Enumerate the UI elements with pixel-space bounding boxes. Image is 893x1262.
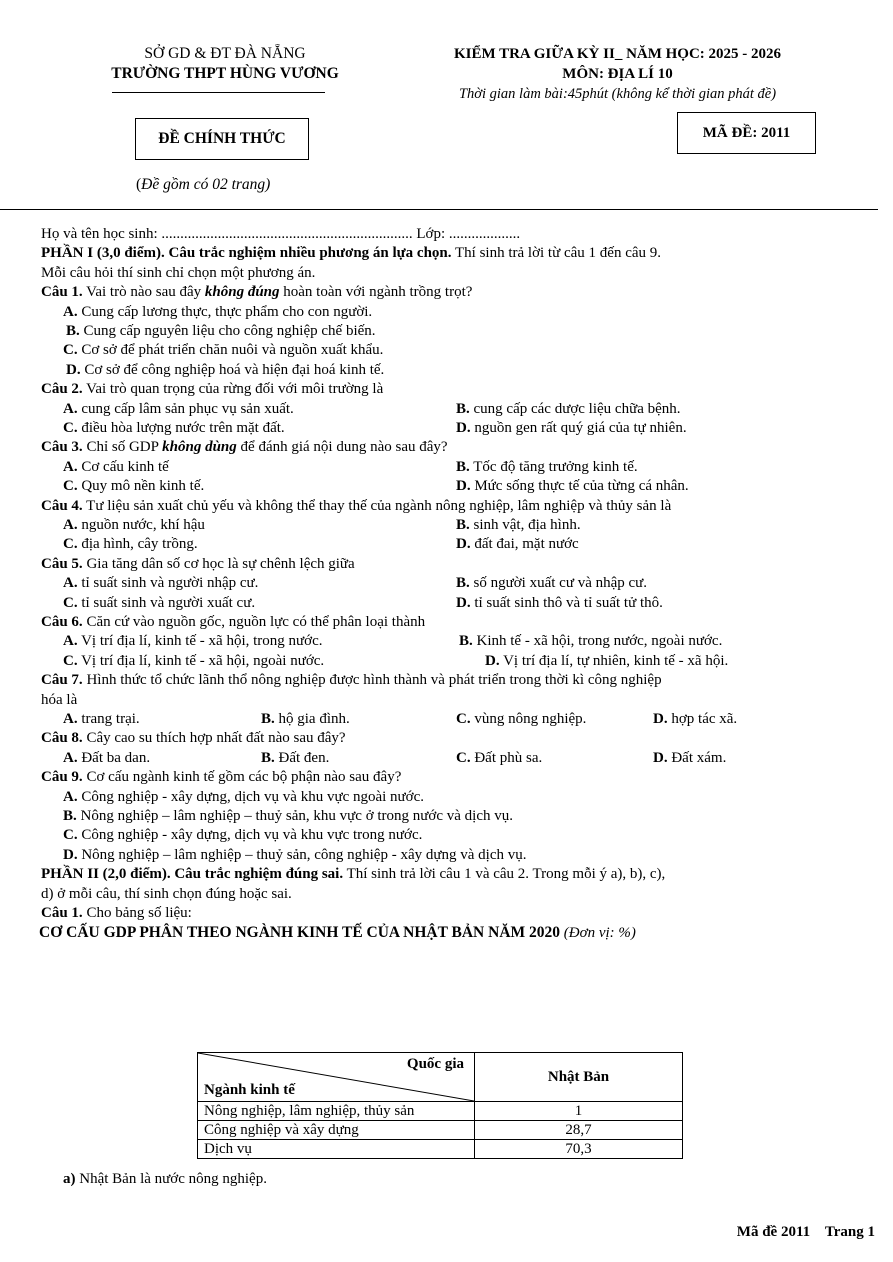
q8-option-d: D. Đất xám. (653, 749, 727, 766)
department-name: SỞ GD & ĐT ĐÀ NẴNG (144, 45, 306, 62)
q1-option-d: D. Cơ sở để công nghiệp hoá và hiện đại hoá kinh tế. (66, 361, 385, 378)
table-header-row (198, 1053, 683, 1102)
corner-label-country: Quốc gia (406, 1056, 464, 1072)
sector-cell: Dịch vụ (198, 1140, 475, 1159)
table-corner-cell (198, 1053, 475, 1102)
question-1: Câu 1. Vai trò nào sau đây không đúng hoàn toàn với ngành trồng trọt? (41, 284, 473, 301)
q7-option-d: D. hợp tác xã. (653, 711, 738, 727)
question-5: Câu 5. Gia tăng dân số cơ học là sự chênh lệch giữa (41, 555, 355, 572)
page-footer: Mã đề 2011 Trang 1 (736, 1224, 875, 1240)
pages-note-text: Đề gồm có 02 trang) (141, 176, 271, 193)
part1-instruction: Mỗi câu hỏi thí sinh chỉ chọn một phương án. (41, 264, 316, 281)
corner-label-sector: Ngành kinh tế (204, 1082, 295, 1098)
q6-options-row-1 (41, 632, 871, 651)
q4-options-row-1 (41, 516, 871, 535)
pages-note: (Đề gồm có 02 trang) (136, 176, 271, 193)
q9-option-c: C. Công nghiệp - xây dựng, dịch vụ và khu vực trong nước. (63, 827, 423, 844)
question-6: Câu 6. Căn cứ vào nguồn gốc, nguồn lực có thể phân loại thành (41, 614, 426, 630)
exam-body (41, 225, 871, 944)
school-name: TRƯỜNG THPT HÙNG VƯƠNG (111, 65, 339, 82)
q5-option-c: C. tỉ suất sinh và người xuất cư. (63, 594, 256, 611)
value-cell: 1 (475, 1102, 683, 1121)
question-3: Câu 3. Chỉ số GDP không dùng để đánh giá nội dung nào sau đây? (41, 439, 448, 456)
q6-option-a: A. Vị trí địa lí, kinh tế - xã hội, trong nước. (63, 633, 323, 650)
exam-header (395, 44, 840, 104)
table-row (198, 1102, 683, 1121)
q5-options-row-1 (41, 574, 871, 593)
question-9: Câu 9. Cơ cấu ngành kinh tế gồm các bộ phận nào sau đây? (41, 769, 402, 786)
header-divider (0, 209, 878, 210)
q3-option-a: A. Cơ cấu kinh tế (63, 458, 169, 475)
q5-option-d: D. tỉ suất sinh thô và tỉ suất tử thô. (456, 594, 663, 611)
q8-option-a: A. Đất ba dan. (63, 749, 151, 766)
official-exam-box (135, 118, 309, 160)
q3-options-row-1 (41, 458, 871, 477)
q5-options-row-2 (41, 594, 871, 613)
question-7-cont: hóa là (41, 691, 78, 708)
q4-option-a: A. nguồn nước, khí hậu (63, 517, 205, 534)
q6-options-row-2 (41, 652, 871, 671)
q3-option-b: B. Tốc độ tăng trưởng kinh tế. (456, 458, 638, 475)
q2-option-a: A. cung cấp lâm sản phục vụ sản xuất. (63, 400, 294, 417)
table-row (198, 1121, 683, 1140)
student-info-line: Họ và tên học sinh: ................................................................... Lớp: ................... (41, 226, 521, 242)
part2-question-1: Câu 1. Cho bảng số liệu: (41, 905, 192, 922)
q5-option-a: A. tỉ suất sinh và người nhập cư. (63, 575, 259, 592)
q2-options-row-2 (41, 419, 871, 438)
q3-option-c: C. Quy mô nền kinh tế. (63, 478, 205, 495)
q4-option-d: D. đất đai, mặt nước (456, 536, 579, 553)
q1-option-a: A. Cung cấp lương thực, thực phẩm cho con người. (63, 303, 373, 320)
exam-code-label: MÃ ĐỀ: 2011 (702, 124, 791, 141)
value-cell: 70,3 (475, 1140, 683, 1159)
q6-option-c: C. Vị trí địa lí, kinh tế - xã hội, ngoài nước. (63, 652, 325, 669)
q9-option-b: B. Nông nghiệp – lâm nghiệp – thuỷ sản, khu vực ở trong nước và dịch vụ. (63, 808, 513, 824)
table-row (198, 1140, 683, 1159)
part2-instruction: d) ở mỗi câu, thí sinh chọn đúng hoặc sai. (41, 885, 292, 902)
q9-option-a: A. Công nghiệp - xây dựng, dịch vụ và khu vực ngoài nước. (63, 788, 425, 805)
q7-option-b: B. hộ gia đình. (261, 711, 350, 727)
part1-heading: PHẦN I (3,0 điểm). Câu trắc nghiệm nhiều phương án lựa chọn. Thí sinh trả lời từ câu 1 đến câu 9. (41, 245, 662, 262)
table-title: CƠ CẤU GDP PHÂN THEO NGÀNH KINH TẾ CỦA NHẬT BẢN NĂM 2020 (Đơn vị: %) (39, 924, 636, 942)
part2-item-a: a) Nhật Bản là nước nông nghiệp. (63, 1171, 267, 1187)
school-underline (112, 92, 325, 93)
q8-options-row (41, 749, 871, 768)
q6-option-b: B. Kinh tế - xã hội, trong nước, ngoài nước. (459, 633, 723, 650)
q1-option-c: C. Cơ sở để phát triển chăn nuôi và nguồn xuất khẩu. (63, 342, 384, 359)
q7-options-row (41, 710, 871, 729)
column-header-japan: Nhật Bản (475, 1053, 683, 1102)
q2-option-b: B. cung cấp các dược liệu chữa bệnh. (456, 400, 681, 417)
q7-option-a: A. trang trại. (63, 711, 140, 727)
exam-time: Thời gian làm bài:45phút (không kể thời gian phát đề) (458, 86, 777, 102)
official-exam-label: ĐỀ CHÍNH THỨC (158, 130, 286, 147)
q8-option-c: C. Đất phù sa. (456, 749, 543, 766)
gdp-structure-table (197, 1052, 683, 1159)
q4-option-b: B. sinh vật, địa hình. (456, 517, 581, 534)
q5-option-b: B. số người xuất cư và nhập cư. (456, 575, 648, 592)
exam-subject: MÔN: ĐỊA LÍ 10 (562, 66, 673, 82)
question-7: Câu 7. Hình thức tổ chức lãnh thổ nông nghiệp được hình thành và phát triển trong thời kì công nghiệp (41, 672, 662, 689)
sector-cell: Nông nghiệp, lâm nghiệp, thủy sản (198, 1102, 475, 1121)
q7-option-c: C. vùng nông nghiệp. (456, 711, 587, 727)
q4-option-c: C. địa hình, cây trồng. (63, 536, 198, 553)
value-cell: 28,7 (475, 1121, 683, 1140)
exam-code-box (677, 112, 816, 154)
q9-option-d: D. Nông nghiệp – lâm nghiệp – thuỷ sản, công nghiệp - xây dựng và dịch vụ. (63, 846, 527, 863)
q1-option-b: B. Cung cấp nguyên liệu cho công nghiệp chế biến. (66, 323, 376, 340)
q3-option-d: D. Mức sống thực tế của từng cá nhân. (456, 478, 689, 495)
q2-option-c: C. điều hòa lượng nước trên mặt đất. (63, 420, 285, 437)
q6-option-d: D. Vị trí địa lí, tự nhiên, kinh tế - xã hội. (485, 652, 729, 669)
q4-options-row-2 (41, 535, 871, 554)
q2-option-d: D. nguồn gen rất quý giá của tự nhiên. (456, 420, 687, 437)
sector-cell: Công nghiệp và xây dựng (198, 1121, 475, 1140)
q2-options-row-1 (41, 400, 871, 419)
q8-option-b: B. Đất đen. (261, 749, 330, 766)
question-8: Câu 8. Cây cao su thích hợp nhất đất nào sau đây? (41, 730, 346, 747)
part2-heading: PHẦN II (2,0 điểm). Câu trắc nghiệm đúng sai. Thí sinh trả lời câu 1 và câu 2. Trong mỗi ý a), b), c), (41, 866, 666, 883)
question-2: Câu 2. Vai trò quan trọng của rừng đối với môi trường là (41, 381, 384, 398)
question-4: Câu 4. Tư liệu sản xuất chủ yếu và không thể thay thế của ngành nông nghiệp, lâm nghiệp và thủy sản là (41, 497, 672, 514)
q3-options-row-2 (41, 477, 871, 496)
exam-title: KIỂM TRA GIỮA KỲ II_ NĂM HỌC: 2025 - 2026 (453, 46, 782, 62)
school-header (80, 44, 370, 84)
